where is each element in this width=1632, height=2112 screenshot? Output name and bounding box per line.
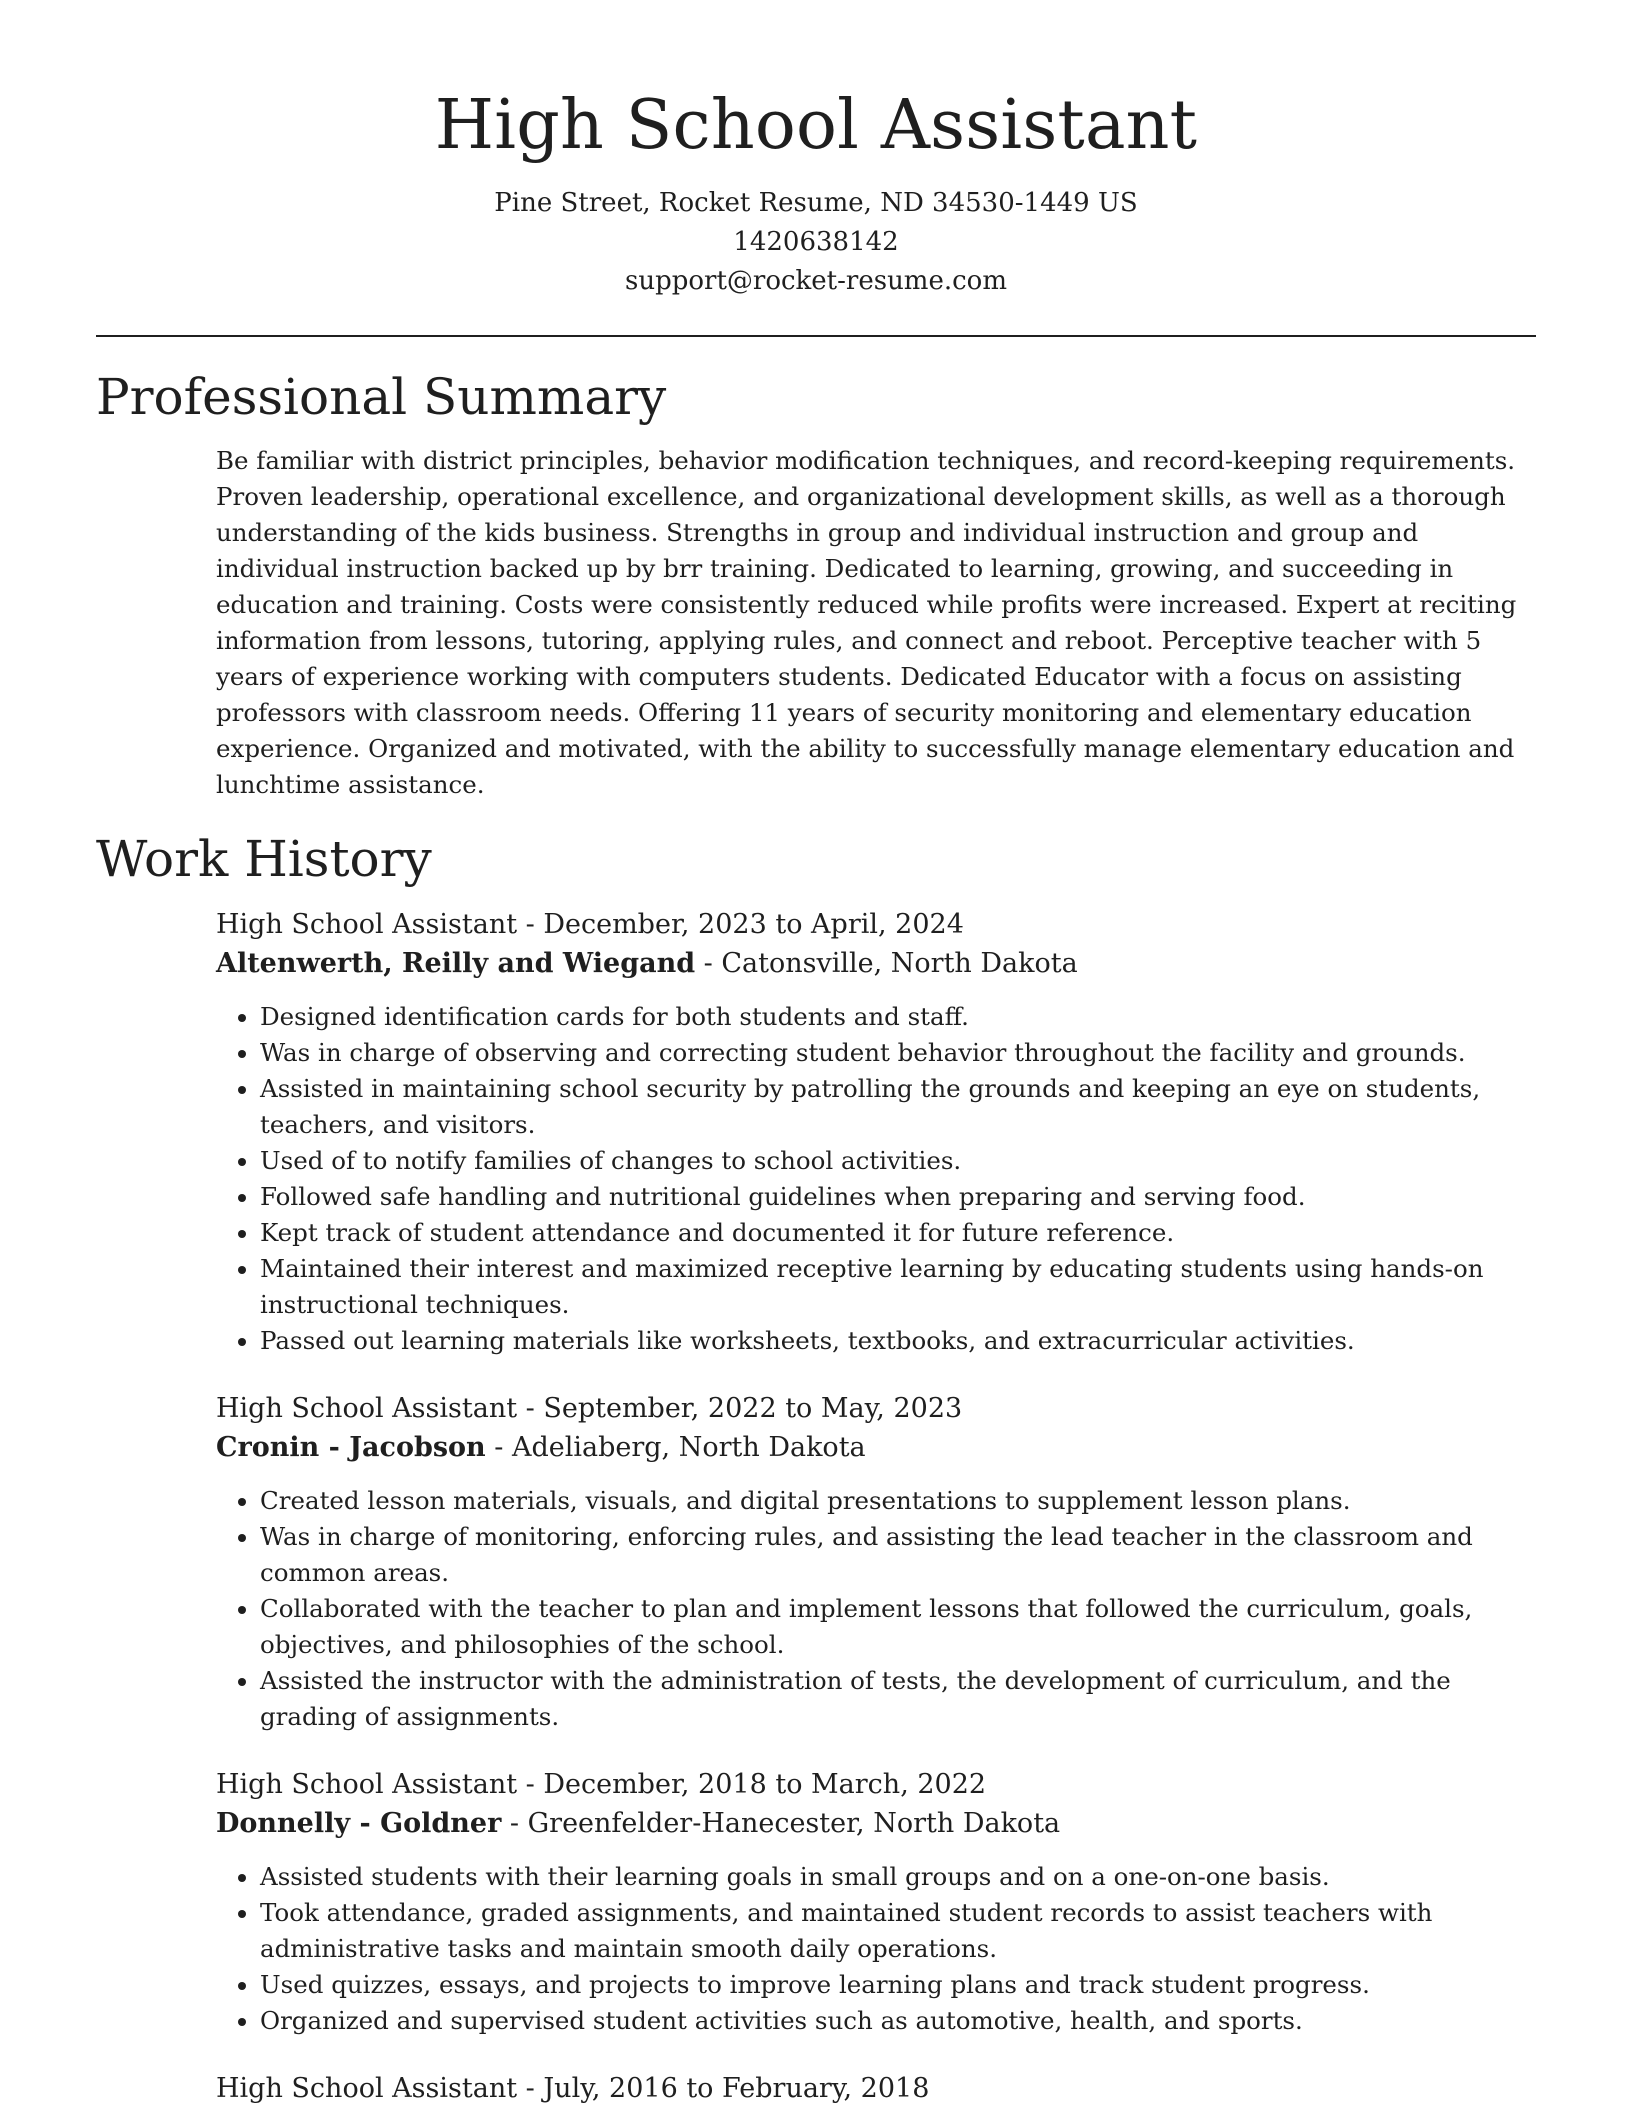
- job-company-line: [216, 1428, 1536, 1467]
- job-bullet: • Collaborated with the teacher to plan and implement lessons that followed the curriculum, goals, objectives, and philosophies of the school.: [260, 1591, 1536, 1663]
- section-title-work-history: Work History: [96, 830, 432, 888]
- job-bullet: • Maintained their interest and maximized receptive learning by educating students using hands-on instructional techniques.: [260, 1251, 1536, 1323]
- job-bullet: • Assisted in maintaining school security by patrolling the grounds and keeping an eye on students, teachers, and visitors.: [260, 1071, 1536, 1143]
- job-dates: - December, 2023 to April, 2024: [517, 909, 964, 940]
- job-company-line: [216, 1804, 1536, 1843]
- job-bullets: [216, 1483, 1536, 1735]
- job-location: - Adeliaberg, North Dakota: [485, 1432, 866, 1463]
- header-divider: [96, 335, 1536, 337]
- job-title-line: [216, 1765, 1536, 1804]
- job-dates: - September, 2022 to May, 2023: [517, 1393, 963, 1424]
- professional-summary-section: [96, 365, 1536, 803]
- job-role: High School Assistant: [216, 1769, 518, 1800]
- work-history-section: [96, 827, 1536, 2108]
- job-company: Altenwerth, Reilly and Wiegand: [216, 948, 696, 979]
- job-entry: [216, 1765, 1536, 2039]
- job-bullet: • Created lesson materials, visuals, and digital presentations to supplement lesson plans.: [260, 1483, 1536, 1519]
- job-bullet: • Assisted the instructor with the administration of tests, the development of curriculum, and the grading of assignments.: [260, 1663, 1536, 1735]
- job-title-line: [216, 1389, 1536, 1428]
- job-role: High School Assistant: [216, 1393, 518, 1424]
- job-bullet: • Kept track of student attendance and documented it for future reference.: [260, 1215, 1536, 1251]
- job-dates: - July, 2016 to February, 2018: [517, 2073, 930, 2104]
- job-entry: [216, 905, 1536, 1359]
- contact-info: [96, 184, 1536, 301]
- job-entry: [216, 1389, 1536, 1735]
- job-role: High School Assistant: [216, 909, 518, 940]
- job-bullet: • Used quizzes, essays, and projects to improve learning plans and track student progress.: [260, 1967, 1536, 2003]
- job-company-line: [216, 944, 1536, 983]
- address-line: Pine Street, Rocket Resume, ND 34530-1449 US: [494, 188, 1138, 218]
- email-address: support@rocket-resume.com: [624, 266, 1007, 296]
- job-bullet: • Followed safe handling and nutritional guidelines when preparing and serving food.: [260, 1179, 1536, 1215]
- job-location: - Catonsville, North Dakota: [695, 948, 1078, 979]
- summary-text: Be familiar with district principles, behavior modification techniques, and record-keeping requirements. Proven leadership, operational excellence, and organizational development skills, as well as a thorough understanding of the kids business. Strengths in group and individual instruction and group and individual instruction backed up by brr training. Dedicated to learning, growing, and succeeding in education and training. Costs were consistently reduced while profits were increased. Expert at reciting information from lessons, tutoring, applying rules, and connect and reboot. Perceptive teacher with 5 years of experience working with computers students. Dedicated Educator with a focus on assisting professors with classroom needs. Offering 11 years of security monitoring and elementary education experience. Organized and motivated, with the ability to successfully manage elementary education and lunchtime assistance.: [216, 446, 1517, 799]
- job-title-line: [216, 905, 1536, 944]
- job-title-line: [216, 2069, 1536, 2108]
- candidate-name: High School Assistant: [434, 86, 1198, 165]
- job-bullets: [216, 1859, 1536, 2039]
- job-bullet: • Used of to notify families of changes to school activities.: [260, 1143, 1536, 1179]
- job-entry: [216, 2069, 1536, 2108]
- job-bullet: • Passed out learning materials like worksheets, textbooks, and extracurricular activities.: [260, 1323, 1536, 1359]
- job-role: High School Assistant: [216, 2073, 518, 2104]
- job-location: - Greenfelder-Hanecester, North Dakota: [501, 1808, 1061, 1839]
- job-bullet: • Took attendance, graded assignments, and maintained student records to assist teachers with administrative tasks and maintain smooth daily operations.: [260, 1895, 1536, 1967]
- section-title-summary: Professional Summary: [96, 368, 667, 426]
- job-bullet: • Organized and supervised student activities such as automotive, health, and sports.: [260, 2003, 1536, 2039]
- job-company: Cronin - Jacobson: [216, 1432, 486, 1463]
- job-bullet: • Designed identification cards for both students and staff.: [260, 999, 1536, 1035]
- job-bullet: • Assisted students with their learning goals in small groups and on a one-on-one basis.: [260, 1859, 1536, 1895]
- phone-number: 1420638142: [733, 227, 899, 257]
- work-history-body: [216, 905, 1536, 2108]
- summary-body: [216, 443, 1536, 803]
- job-bullet: • Was in charge of observing and correcting student behavior throughout the facility and grounds.: [260, 1035, 1536, 1071]
- job-bullet: • Was in charge of monitoring, enforcing rules, and assisting the lead teacher in the classroom and common areas.: [260, 1519, 1536, 1591]
- job-bullets: [216, 999, 1536, 1359]
- job-company: Donnelly - Goldner: [216, 1808, 502, 1839]
- resume-header: [96, 82, 1536, 301]
- job-dates: - December, 2018 to March, 2022: [517, 1769, 987, 1800]
